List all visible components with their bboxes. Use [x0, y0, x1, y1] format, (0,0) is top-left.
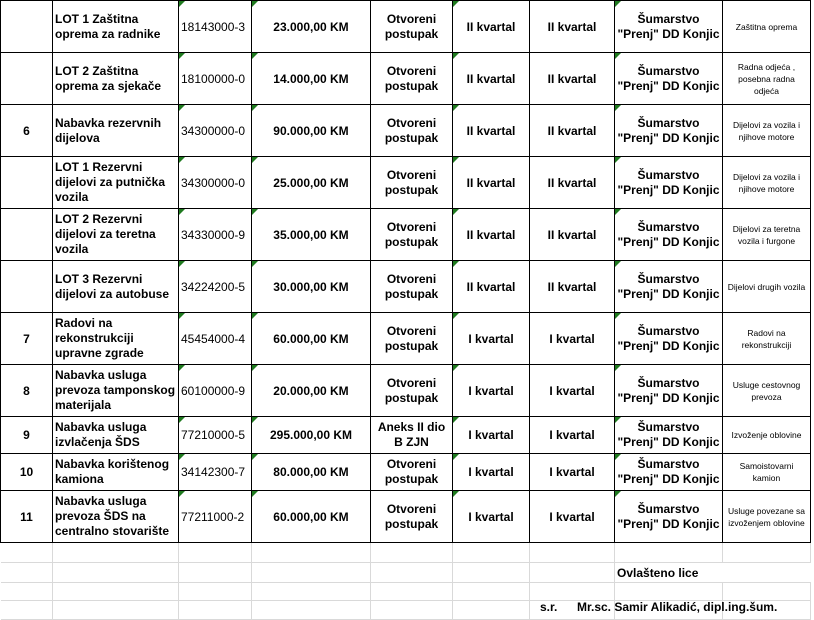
cpv-code[interactable]	[179, 365, 252, 417]
cpv-code-text: 18143000-3	[181, 19, 246, 34]
contracting-authority-text: Šumarstvo "Prenj" DD Konjic	[617, 501, 720, 531]
item-name[interactable]	[53, 53, 179, 105]
estimated-value-text: 90.000,00 KM	[273, 123, 349, 138]
row-number[interactable]	[1, 157, 53, 209]
cell-marker-icon	[615, 1, 621, 7]
estimated-value[interactable]	[252, 209, 371, 261]
row-number[interactable]	[1, 454, 53, 491]
cell-marker-icon	[179, 454, 185, 460]
cell-marker-icon	[252, 454, 258, 460]
procedure-type-text: Otvoreni postupak	[384, 115, 439, 145]
row-number[interactable]	[1, 209, 53, 261]
estimated-value[interactable]	[252, 454, 371, 491]
cell-marker-icon	[615, 454, 621, 460]
cell-marker-icon	[252, 105, 258, 111]
cell-marker-icon	[615, 209, 621, 215]
cell-marker-icon	[252, 157, 258, 163]
procedure-type[interactable]	[371, 209, 453, 261]
item-name-text: Nabavka rezervnih dijelova	[55, 115, 162, 145]
end-quarter[interactable]	[530, 454, 615, 491]
cell-marker-icon	[453, 157, 459, 163]
cpv-code-text: 34300000-0	[181, 123, 246, 138]
cpv-code-text: 77211000-2	[181, 509, 245, 524]
procedure-type-text: Otvoreni postupak	[384, 167, 439, 197]
row-number[interactable]	[1, 491, 53, 543]
contracting-authority[interactable]	[615, 313, 723, 365]
cell-marker-icon	[453, 365, 459, 371]
start-quarter-text: I kvartal	[468, 509, 514, 524]
start-quarter-text: I kvartal	[468, 383, 514, 398]
cpv-code[interactable]	[179, 417, 252, 454]
row-number-text: 6	[23, 123, 30, 138]
cpv-code[interactable]	[179, 157, 252, 209]
procedure-type-text: Otvoreni postupak	[384, 271, 439, 301]
cpv-code[interactable]	[179, 209, 252, 261]
cell-marker-icon	[179, 365, 185, 371]
contracting-authority[interactable]	[615, 157, 723, 209]
cpv-code[interactable]	[179, 454, 252, 491]
end-quarter[interactable]	[530, 491, 615, 543]
start-quarter[interactable]	[453, 261, 530, 313]
estimated-value[interactable]	[252, 417, 371, 454]
contracting-authority[interactable]	[615, 209, 723, 261]
start-quarter[interactable]	[453, 313, 530, 365]
start-quarter-text: II kvartal	[466, 123, 516, 138]
cell-marker-icon	[453, 417, 459, 423]
estimated-value-text: 23.000,00 KM	[273, 19, 349, 34]
cpv-code[interactable]	[179, 491, 252, 543]
table-row	[1, 417, 811, 454]
end-quarter-text: II kvartal	[547, 279, 597, 294]
cpv-code-text: 45454000-4	[181, 331, 246, 346]
procedure-type-text: Otvoreni postupak	[384, 501, 439, 531]
cell-marker-icon	[252, 365, 258, 371]
start-quarter-text: I kvartal	[468, 465, 514, 479]
procedure-type-text: Otvoreni postupak	[384, 219, 439, 249]
procedure-type[interactable]	[371, 261, 453, 313]
cell-marker-icon	[453, 491, 459, 497]
item-note[interactable]	[723, 454, 811, 491]
end-quarter-text: II kvartal	[547, 227, 597, 242]
authorized-label: Ovlašteno lice	[617, 565, 699, 580]
estimated-value[interactable]	[252, 261, 371, 313]
table-row	[1, 53, 811, 105]
procedure-type-text: Otvoreni postupak	[384, 457, 439, 486]
row-number-text: 11	[20, 509, 33, 524]
item-name-text: LOT 1 Rezervni dijelovi za putnička vozila	[55, 160, 166, 204]
estimated-value[interactable]	[252, 157, 371, 209]
start-quarter-text: I kvartal	[468, 428, 514, 442]
end-quarter-text: II kvartal	[547, 19, 597, 34]
row-number[interactable]	[1, 313, 53, 365]
estimated-value-text: 80.000,00 KM	[273, 465, 349, 479]
cell-marker-icon	[453, 105, 459, 111]
contracting-authority-text: Šumarstvo "Prenj" DD Konjic	[617, 323, 720, 353]
cell-marker-icon	[252, 313, 258, 319]
cpv-code-text: 34224200-5	[181, 279, 246, 294]
cell-marker-icon	[453, 454, 459, 460]
cpv-code-text: 60100000-9	[181, 383, 246, 398]
procedure-type[interactable]	[371, 313, 453, 365]
cpv-code[interactable]	[179, 105, 252, 157]
table-row	[1, 365, 811, 417]
item-note[interactable]	[723, 53, 811, 105]
item-name[interactable]	[53, 417, 179, 454]
item-note-text: Usluge povezane sa izvoženjem oblovine	[727, 505, 806, 528]
item-name[interactable]	[53, 105, 179, 157]
cell-marker-icon	[179, 313, 185, 319]
cpv-code-text: 77210000-5	[181, 428, 246, 442]
contracting-authority-text: Šumarstvo "Prenj" DD Konjic	[617, 115, 720, 145]
item-name[interactable]	[53, 454, 179, 491]
cell-marker-icon	[615, 105, 621, 111]
end-quarter[interactable]	[530, 157, 615, 209]
estimated-value-text: 60.000,00 KM	[273, 331, 349, 346]
item-note[interactable]	[723, 491, 811, 543]
item-name-text: LOT 2 Zaštitna oprema za sjekače	[55, 63, 162, 93]
procedure-type[interactable]	[371, 491, 453, 543]
end-quarter-text: I kvartal	[549, 331, 595, 346]
end-quarter[interactable]	[530, 417, 615, 454]
item-note-text: Radna odjeća , posebna radna odjeća	[737, 61, 796, 96]
estimated-value-text: 14.000,00 KM	[273, 71, 349, 86]
start-quarter-text: II kvartal	[466, 19, 516, 34]
cell-marker-icon	[453, 313, 459, 319]
item-note-text: Dijelovi za teretna vozila i furgone	[732, 223, 801, 246]
estimated-value-text: 35.000,00 KM	[273, 227, 349, 242]
item-name[interactable]	[53, 209, 179, 261]
cell-marker-icon	[252, 261, 258, 267]
row-number-text: 8	[23, 383, 30, 398]
start-quarter-text: II kvartal	[466, 227, 516, 242]
estimated-value-text: 30.000,00 KM	[273, 279, 349, 294]
end-quarter-text: I kvartal	[549, 383, 595, 398]
row-number[interactable]	[1, 53, 53, 105]
procedure-type[interactable]	[371, 454, 453, 491]
table-row	[1, 105, 811, 157]
start-quarter[interactable]	[453, 209, 530, 261]
table-row	[1, 1, 811, 53]
signatory-name: Mr.sc. Samir Alikadić, dipl.ing.šum.	[577, 600, 778, 614]
end-quarter-text: I kvartal	[549, 465, 595, 479]
cell-marker-icon	[179, 53, 185, 59]
item-note[interactable]	[723, 365, 811, 417]
item-name[interactable]	[53, 365, 179, 417]
cell-marker-icon	[252, 209, 258, 215]
cell-marker-icon	[179, 105, 185, 111]
end-quarter-text: II kvartal	[547, 123, 597, 138]
item-note[interactable]	[723, 105, 811, 157]
start-quarter[interactable]	[453, 454, 530, 491]
item-note[interactable]	[723, 157, 811, 209]
procedure-type[interactable]	[371, 365, 453, 417]
sr-label: s.r.	[540, 600, 558, 614]
cell-marker-icon	[179, 209, 185, 215]
cell-marker-icon	[615, 365, 621, 371]
table-row	[1, 313, 811, 365]
cpv-code[interactable]	[179, 53, 252, 105]
contracting-authority-text: Šumarstvo "Prenj" DD Konjic	[617, 420, 720, 449]
contracting-authority-text: Šumarstvo "Prenj" DD Konjic	[617, 375, 720, 405]
item-name-text: LOT 2 Rezervni dijelovi za teretna vozila	[55, 212, 156, 256]
cpv-code[interactable]	[179, 313, 252, 365]
estimated-value-text: 295.000,00 KM	[269, 428, 353, 442]
contracting-authority[interactable]	[615, 365, 723, 417]
item-name[interactable]	[53, 157, 179, 209]
procedure-type[interactable]	[371, 1, 453, 53]
item-note-text: Radovi na rekonstrukciji	[741, 327, 792, 350]
cell-marker-icon	[615, 417, 621, 423]
table-row	[1, 157, 811, 209]
procedure-type[interactable]	[371, 417, 453, 454]
item-name-text: Nabavka usluga prevoza tamponskog materijala	[55, 368, 176, 412]
row-number[interactable]	[1, 105, 53, 157]
item-name[interactable]	[53, 261, 179, 313]
item-note[interactable]	[723, 417, 811, 454]
row-number[interactable]	[1, 417, 53, 454]
procedure-type-text: Otvoreni postupak	[384, 323, 439, 353]
cpv-code-text: 34300000-0	[181, 175, 246, 190]
start-quarter-text: II kvartal	[466, 279, 516, 294]
start-quarter-text: II kvartal	[466, 175, 516, 190]
cell-marker-icon	[615, 157, 621, 163]
estimated-value[interactable]	[252, 491, 371, 543]
estimated-value[interactable]	[252, 105, 371, 157]
contracting-authority-text: Šumarstvo "Prenj" DD Konjic	[617, 167, 720, 197]
end-quarter[interactable]	[530, 209, 615, 261]
cell-marker-icon	[615, 261, 621, 267]
end-quarter-text: I kvartal	[549, 509, 595, 524]
end-quarter[interactable]	[530, 261, 615, 313]
table-row	[1, 491, 811, 543]
estimated-value[interactable]	[252, 365, 371, 417]
item-name-text: Nabavka usluga prevoza ŠDS na centralno stovarište	[55, 494, 170, 538]
contracting-authority[interactable]	[615, 53, 723, 105]
cpv-code-text: 18100000-0	[181, 71, 246, 86]
start-quarter[interactable]	[453, 491, 530, 543]
cell-marker-icon	[615, 53, 621, 59]
start-quarter[interactable]	[453, 105, 530, 157]
row-number-text: 9	[23, 428, 30, 442]
end-quarter-text: II kvartal	[547, 71, 597, 86]
cpv-code[interactable]	[179, 1, 252, 53]
contracting-authority-text: Šumarstvo "Prenj" DD Konjic	[617, 457, 720, 486]
cell-marker-icon	[179, 491, 185, 497]
cell-marker-icon	[252, 1, 258, 7]
cell-marker-icon	[615, 491, 621, 497]
estimated-value[interactable]	[252, 53, 371, 105]
cell-marker-icon	[179, 417, 185, 423]
item-name-text: LOT 1 Zaštitna oprema za radnike	[55, 11, 161, 41]
end-quarter-text: II kvartal	[547, 175, 597, 190]
item-note-text: Usluge cestovnog prevoza	[732, 379, 801, 402]
cell-marker-icon	[453, 209, 459, 215]
procedure-type[interactable]	[371, 157, 453, 209]
cell-marker-icon	[252, 491, 258, 497]
item-name-text: Nabavka korištenog kamiona	[55, 457, 170, 486]
cell-marker-icon	[453, 53, 459, 59]
item-name[interactable]	[53, 491, 179, 543]
estimated-value[interactable]	[252, 313, 371, 365]
estimated-value-text: 60.000,00 KM	[273, 509, 349, 524]
start-quarter[interactable]	[453, 365, 530, 417]
start-quarter-text: II kvartal	[466, 71, 516, 86]
contracting-authority-text: Šumarstvo "Prenj" DD Konjic	[617, 63, 720, 93]
end-quarter[interactable]	[530, 105, 615, 157]
contracting-authority[interactable]	[615, 1, 723, 53]
cell-marker-icon	[615, 313, 621, 319]
item-note-text: Zaštitna oprema	[735, 21, 798, 32]
row-number[interactable]	[1, 1, 53, 53]
item-note-text: Samoistovarni kamion	[739, 461, 794, 483]
cell-marker-icon	[453, 261, 459, 267]
cpv-code-text: 34330000-9	[181, 227, 246, 242]
cell-marker-icon	[453, 1, 459, 7]
item-note-text: Dijelovi za vozila i njihove motore	[732, 119, 801, 142]
start-quarter-text: I kvartal	[468, 331, 514, 346]
procedure-type-text: Otvoreni postupak	[384, 11, 439, 41]
row-number-text: 10	[19, 465, 34, 479]
cpv-code-text: 34142300-7	[181, 465, 246, 479]
item-name[interactable]	[53, 1, 179, 53]
contracting-authority-text: Šumarstvo "Prenj" DD Konjic	[617, 11, 720, 41]
item-note-text: Dijelovi za vozila i njihove motore	[732, 171, 801, 194]
table-row	[1, 261, 811, 313]
contracting-authority[interactable]	[615, 261, 723, 313]
item-note[interactable]	[723, 209, 811, 261]
item-name-text: LOT 3 Rezervni dijelovi za autobuse	[55, 271, 170, 301]
item-note-text: Dijelovi drugih vozila	[727, 281, 806, 292]
contracting-authority[interactable]	[615, 491, 723, 543]
item-note[interactable]	[723, 313, 811, 365]
row-number[interactable]	[1, 261, 53, 313]
estimated-value-text: 25.000,00 KM	[273, 175, 349, 190]
end-quarter[interactable]	[530, 1, 615, 53]
start-quarter[interactable]	[453, 157, 530, 209]
item-name-text: Nabavka usluga izvlačenja ŠDS	[55, 420, 147, 449]
end-quarter[interactable]	[530, 53, 615, 105]
procedure-type[interactable]	[371, 53, 453, 105]
item-note-text: Izvoženje oblovine	[731, 430, 802, 440]
contracting-authority-text: Šumarstvo "Prenj" DD Konjic	[617, 271, 720, 301]
procedure-type-text: Aneks II dio B ZJN	[377, 420, 446, 449]
cell-marker-icon	[252, 53, 258, 59]
start-quarter[interactable]	[453, 417, 530, 454]
contracting-authority-text: Šumarstvo "Prenj" DD Konjic	[617, 219, 720, 249]
contracting-authority[interactable]	[615, 417, 723, 454]
procedure-type-text: Otvoreni postupak	[384, 63, 439, 93]
item-note[interactable]	[723, 1, 811, 53]
table-body	[1, 1, 811, 543]
item-name-text: Radovi na rekonstrukciji upravne zgrade	[55, 316, 144, 360]
cell-marker-icon	[179, 261, 185, 267]
cell-marker-icon	[179, 1, 185, 7]
cell-marker-icon	[252, 417, 258, 423]
estimated-value[interactable]	[252, 1, 371, 53]
table-row	[1, 454, 811, 491]
procedure-type[interactable]	[371, 105, 453, 157]
end-quarter-text: I kvartal	[549, 428, 595, 442]
contracting-authority[interactable]	[615, 105, 723, 157]
row-number-text: 7	[23, 331, 30, 346]
estimated-value-text: 20.000,00 KM	[273, 383, 349, 398]
cpv-code[interactable]	[179, 261, 252, 313]
table-row	[1, 209, 811, 261]
row-number[interactable]	[1, 365, 53, 417]
start-quarter[interactable]	[453, 53, 530, 105]
item-note[interactable]	[723, 261, 811, 313]
start-quarter[interactable]	[453, 1, 530, 53]
end-quarter[interactable]	[530, 365, 615, 417]
cell-marker-icon	[179, 157, 185, 163]
item-name[interactable]	[53, 313, 179, 365]
contracting-authority[interactable]	[615, 454, 723, 491]
procedure-type-text: Otvoreni postupak	[384, 375, 439, 405]
end-quarter[interactable]	[530, 313, 615, 365]
